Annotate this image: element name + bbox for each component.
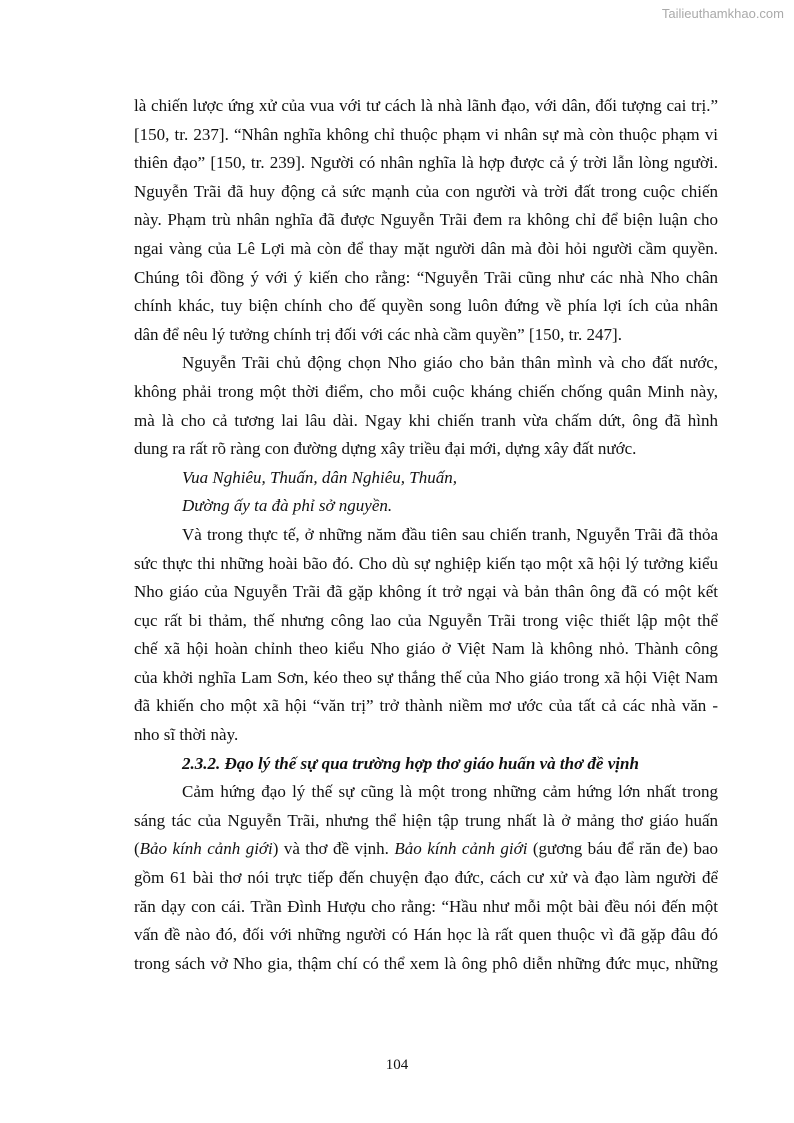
text-line: răn dạy con cái. Trần Đình Hượu cho rằng: “Hầu như mỗi một bài đều nói đến một: [134, 896, 718, 916]
text-line: vấn đề nào đó, đối với những người có Hán học là rất quen thuộc vì đã gặp đâu đó: [134, 925, 718, 945]
text-line: ngai vàng của Lê Lợi mà còn để thay mặt người dân mà đòi hỏi người cầm quyền.: [134, 238, 718, 258]
text-line: của khởi nghĩa Lam Sơn, kéo theo sự thắng thế của Nho giáo trong xã hội Việt Nam: [134, 667, 718, 687]
watermark: Tailieuthamkhao.com: [661, 6, 784, 21]
text-line: Cảm hứng đạo lý thế sự cũng là một trong những cảm hứng lớn nhất trong: [182, 782, 718, 802]
text-line: là chiến lược ứng xử của vua với tư cách là nhà lãnh đạo, với dân, đối tượng cai trị.”: [134, 96, 718, 115]
text-line: [150, tr. 237]. “Nhân nghĩa không chỉ thuộc phạm vi nhân sự mà còn thuộc phạm vi: [134, 124, 718, 144]
text-line: Nho giáo của Nguyễn Trãi đã gặp không ít trở ngại và bản thân ông đã có một kết: [134, 582, 718, 602]
text-line: không phải trong một thời điểm, cho mỗi cuộc kháng chiến chống quân Minh này,: [134, 381, 718, 401]
text-line: sáng tác của Nguyễn Trãi, nhưng thể hiện tập trung nhất là ở mảng thơ giáo huấn: [134, 810, 718, 830]
poem-line: Dường ấy ta đà phỉ sở nguyền.: [182, 496, 393, 516]
text-line: dung ra rất rõ ràng con đường dựng xây triều đại mới, dựng xây đất nước.: [134, 439, 637, 459]
text-line: này. Phạm trù nhân nghĩa đã được Nguyễn Trãi đem ra không chỉ để biện luận cho: [134, 210, 718, 230]
text-line: Chúng tôi đồng ý với ý kiến cho rằng: “Nguyễn Trãi cũng như các nhà Nho chân: [134, 267, 718, 287]
text-run: (gương báu để răn đe) bao: [527, 839, 718, 859]
text-line: sức thực thi những hoài bão đó. Cho dù sự nghiệp kiến tạo một xã hội lý tưởng kiểu: [134, 553, 718, 573]
text-line: chế xã hội hoàn chỉnh theo kiểu Nho giáo ở Việt Nam là không nhỏ. Thành công: [134, 639, 718, 659]
text-line: Và trong thực tế, ở những năm đầu tiên sau chiến tranh, Nguyễn Trãi đã thỏa: [182, 524, 718, 544]
book-title: Bảo kính cảnh giới: [394, 839, 528, 859]
text-line: dân để nêu lý tưởng chính trị đối với các nhà cầm quyền” [150, tr. 247].: [134, 324, 622, 344]
section-heading: 2.3.2. Đạo lý thế sự qua trường hợp thơ giáo huấn và thơ đề vịnh: [182, 753, 639, 773]
text-line: đã khiến cho một xã hội “văn trị” trở thành niềm mơ ước của tất cả các nhà văn -: [134, 696, 718, 716]
text-line: mà là cho cả tương lai lâu dài. Ngay khi chiến tranh vừa chấm dứt, ông đã hình: [134, 410, 718, 430]
text-line: trong sách vở Nho gia, thậm chí có thể xem là ông phô diễn những đức mục, những: [134, 953, 718, 973]
text-line: Nguyễn Trãi chủ động chọn Nho giáo cho bản thân mình và cho đất nước,: [182, 353, 718, 373]
text-line: chính khác, tuy biện chính cho đế quyền song luôn đứng về phía lợi ích của nhân: [134, 296, 718, 316]
page-number: 104: [385, 1057, 409, 1073]
text-line: cục rất bi thảm, thế nhưng công lao của Nguyễn Trãi trong việc thiết lập một thể: [134, 610, 718, 630]
text-run: ) và thơ đề vịnh.: [272, 839, 395, 859]
book-title: Bảo kính cảnh giới: [139, 839, 273, 859]
text-run: (: [134, 839, 140, 859]
document-body: [134, 92, 718, 978]
text-line: nho sĩ thời này.: [134, 725, 239, 745]
text-line: thiên đạo” [150, tr. 239]. Người có nhân nghĩa là hợp được cả ý trời lẫn lòng người.: [134, 153, 718, 173]
text-line: Nguyễn Trãi đã huy động cả sức mạnh của con người và trời đất trong cuộc chiến: [134, 181, 718, 201]
text-line: [134, 835, 718, 864]
text-line: gồm 61 bài thơ nói trực tiếp đến chuyện đạo đức, cách cư xử và đạo làm người để: [134, 868, 718, 888]
poem-line: Vua Nghiêu, Thuấn, dân Nghiêu, Thuấn,: [182, 467, 457, 487]
